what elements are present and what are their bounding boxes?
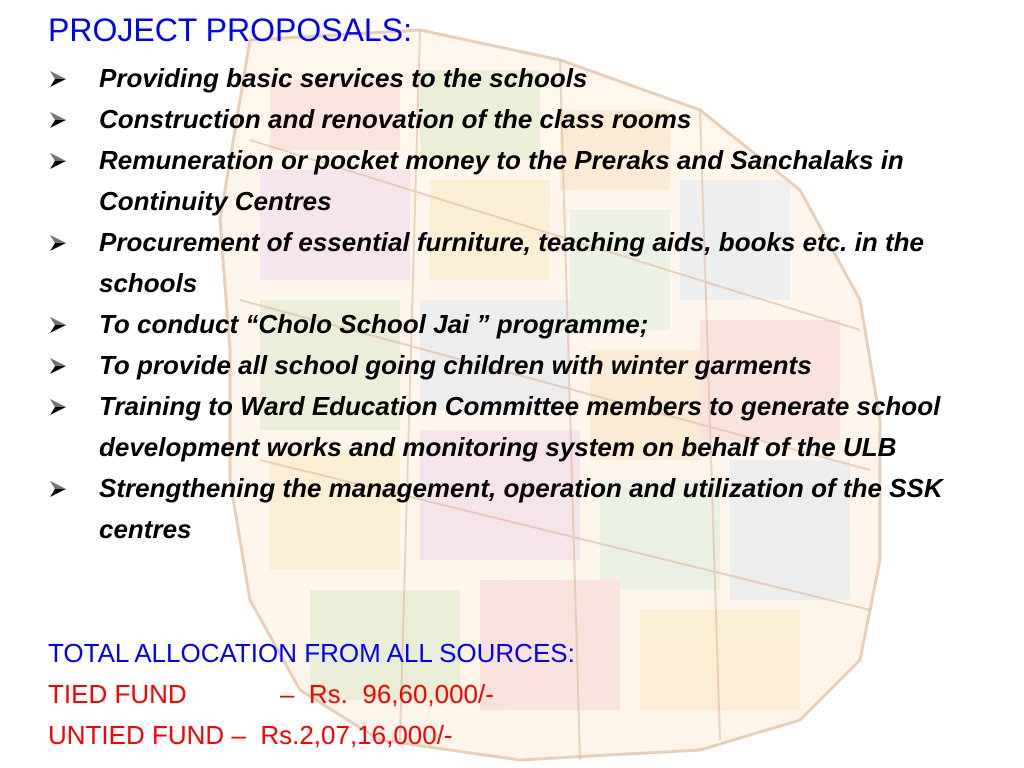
slide-title: PROJECT PROPOSALS: [48, 12, 412, 48]
proposal-text: Construction and renovation of the class rooms [99, 104, 692, 134]
proposal-item [48, 386, 978, 468]
proposal-text: Training to Ward Education Committee members to generate school development works and monitoring system on behalf of the ULB [99, 391, 941, 462]
arrow-bullet-icon [48, 151, 68, 171]
untied-fund-row [48, 715, 575, 756]
arrow-bullet-icon [48, 233, 68, 253]
arrow-bullet-icon [48, 110, 68, 130]
proposal-item [48, 140, 978, 222]
proposal-text: Remuneration or pocket money to the Preraks and Sanchalaks in Continuity Centres [99, 145, 904, 216]
proposal-text: Providing basic services to the schools [99, 63, 588, 93]
proposal-item [48, 99, 978, 140]
arrow-bullet-icon [48, 315, 68, 335]
proposal-item [48, 468, 978, 550]
untied-fund-value: – Rs.2,07,16,000/- [231, 720, 453, 750]
proposal-list [48, 58, 978, 550]
proposal-text: To conduct “Cholo School Jai ” programme; [99, 309, 649, 339]
proposal-text: To provide all school going children with winter garments [99, 350, 812, 380]
tied-fund-row [48, 674, 575, 715]
allocation-heading: TOTAL ALLOCATION FROM ALL SOURCES: [48, 638, 575, 668]
proposal-item [48, 345, 978, 386]
arrow-bullet-icon [48, 356, 68, 376]
proposal-text: Procurement of essential furniture, teaching aids, books etc. in the schools [99, 227, 924, 298]
arrow-bullet-icon [48, 69, 68, 89]
tied-fund-value: – Rs. 96,60,000/- [280, 679, 494, 709]
proposal-item [48, 222, 978, 304]
arrow-bullet-icon [48, 479, 68, 499]
proposal-item [48, 304, 978, 345]
proposal-item [48, 58, 978, 99]
untied-fund-label: UNTIED FUND [48, 720, 232, 750]
proposal-text: Strengthening the management, operation and utilization of the SSK centres [99, 473, 943, 544]
allocation-summary [48, 633, 575, 756]
tied-fund-label: TIED FUND [48, 679, 187, 709]
arrow-bullet-icon [48, 397, 68, 417]
